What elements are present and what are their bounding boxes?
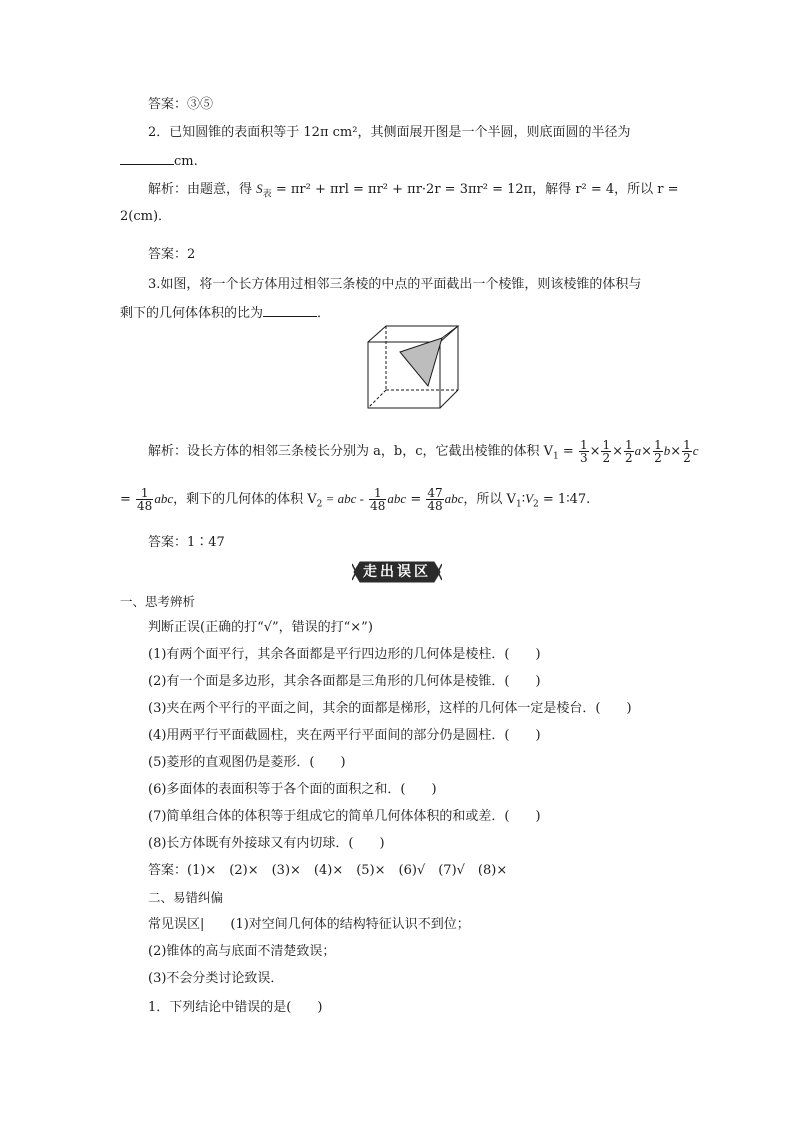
question-2-analysis: [148, 180, 679, 204]
section-2-line: (3)不会分类讨论致误．: [148, 971, 284, 986]
question-3-line2-end: ．: [317, 306, 331, 321]
question-3-line2-text: 剩下的几何体体积的比为: [120, 306, 264, 321]
section-1-instruction: 判断正误(正确的打“√”，错误的打“×”): [148, 620, 373, 635]
unit-text: cm.: [174, 154, 198, 169]
fraction-one-48th: $\frac{1}{48}$: [370, 486, 386, 513]
list-item: (6)多面体的表面积等于各个面的面积之和．( ): [148, 782, 437, 797]
banner-text: 走出误区: [363, 564, 431, 580]
cuboid-right-edge: [440, 326, 458, 408]
fraction-one-half: $\frac{1}{2}$: [654, 438, 662, 465]
list-item: (5)菱形的直观图仍是菱形．( ): [148, 755, 346, 770]
section-1-answer: 答案：(1)× (2)× (3)× (4)× (5)× (6)√ (7)√ (8)×: [148, 863, 508, 878]
answer-1: 答案：③⑤: [148, 97, 214, 112]
question-3-line2: [120, 303, 330, 323]
fraction-47-48ths: $\frac{47}{48}$: [427, 486, 443, 513]
answer-blank: [263, 303, 317, 317]
list-item: (3)夹在两个平行的平面之间，其余的面都是梯形，这样的几何体一定是棱台．( ): [148, 701, 632, 716]
s-symbol: S: [256, 181, 263, 196]
ratio-prefix: ，所以 V: [463, 492, 516, 507]
analysis-label: 解析：由题意，得: [148, 182, 253, 197]
answer-2: 答案：2: [148, 247, 196, 262]
analysis-prefix: 解析：设长方体的相邻三条棱长分别为 a，b，c，它截出棱锥的体积 V: [148, 444, 554, 459]
question-2: 2．已知圆锥的表面积等于 12π cm²，其侧面展开图是一个半圆，则底面圆的半径为: [148, 125, 631, 140]
fraction-one-half: $\frac{1}{2}$: [625, 438, 633, 465]
s-subscript: 表: [262, 189, 272, 200]
v1-subscript: 1: [553, 451, 559, 462]
list-item: (1)有两个面平行，其余各面都是平行四边形的几何体是棱柱．( ): [148, 647, 541, 662]
fraction-one-half: $\frac{1}{2}$: [602, 438, 611, 465]
list-item: (7)简单组合体的体积等于组成它的简单几何体体积的和或差．( ): [148, 809, 541, 824]
pyramid-edge: [442, 326, 458, 338]
question-3-analysis: 解析：设长方体的相邻三条棱长分别为 a，b，c，它截出棱锥的体积 $V_1$ = $\frac{1}{3}$ × $\frac{1}{2}$ × $\frac{1}{2}$ a× $\frac{1}{2}$ b× $\frac{1}{2}$ c: [148, 438, 699, 465]
list-item: (2)有一个面是多边形，其余各面都是三角形的几何体是棱锥．( ): [148, 674, 541, 689]
remaining-volume-text: ，剩下的几何体的体积 V: [173, 492, 317, 507]
ratio-value: = 1∶47.: [538, 492, 591, 507]
section-2-line: (2)锥体的高与底面不清楚致误；: [148, 944, 336, 959]
analysis-formula: = πr² + πrl = πr² + πr·2r = 3πr² = 12π，解得 r² = 4，所以 r =: [275, 182, 679, 197]
question-3-analysis-line2: = $\frac{1}{48}$ abc，剩下的几何体的体积 $V_2$ = abc - $\frac{1}{48}$ abc = $\frac{47}{48}$ abc，所以 $V_1∶V_2$ = 1∶47.: [120, 486, 591, 513]
cut-pyramid-face: [400, 338, 442, 386]
section-2-question: 1．下列结论中错误的是( ): [148, 1000, 323, 1015]
answer-3: 答案：1∶47: [148, 535, 225, 550]
fraction-one-half: $\frac{1}{2}$: [683, 438, 691, 465]
equals-sign: =: [562, 444, 574, 459]
question-2-blank-line: [120, 151, 198, 171]
abc-expression: = abc -: [322, 491, 364, 506]
cuboid-figure: [366, 324, 466, 410]
fraction-one-48th: $\frac{1}{48}$: [137, 486, 153, 513]
question-3: 3.如图，将一个长方体用过相邻三条棱的中点的平面截出一个棱锥，则该棱锥的体积与: [148, 277, 642, 292]
section-2-title: 二、易错纠偏: [148, 890, 224, 905]
section-2-line: 常见误区| (1)对空间几何体的结构特征认识不到位；: [148, 917, 470, 932]
cuboid-top-face: [368, 326, 458, 342]
analysis-continuation: 2(cm)．: [120, 209, 172, 224]
fraction-one-third: $\frac{1}{3}$: [579, 438, 588, 465]
list-item: (8)长方体既有外接球又有内切球．( ): [148, 836, 385, 851]
answer-blank: [120, 151, 174, 165]
section-1-title: 一、思考辨析: [120, 594, 196, 609]
list-item: (4)用两平行平面截圆柱，夹在两平行平面间的部分仍是圆柱．( ): [148, 728, 541, 743]
